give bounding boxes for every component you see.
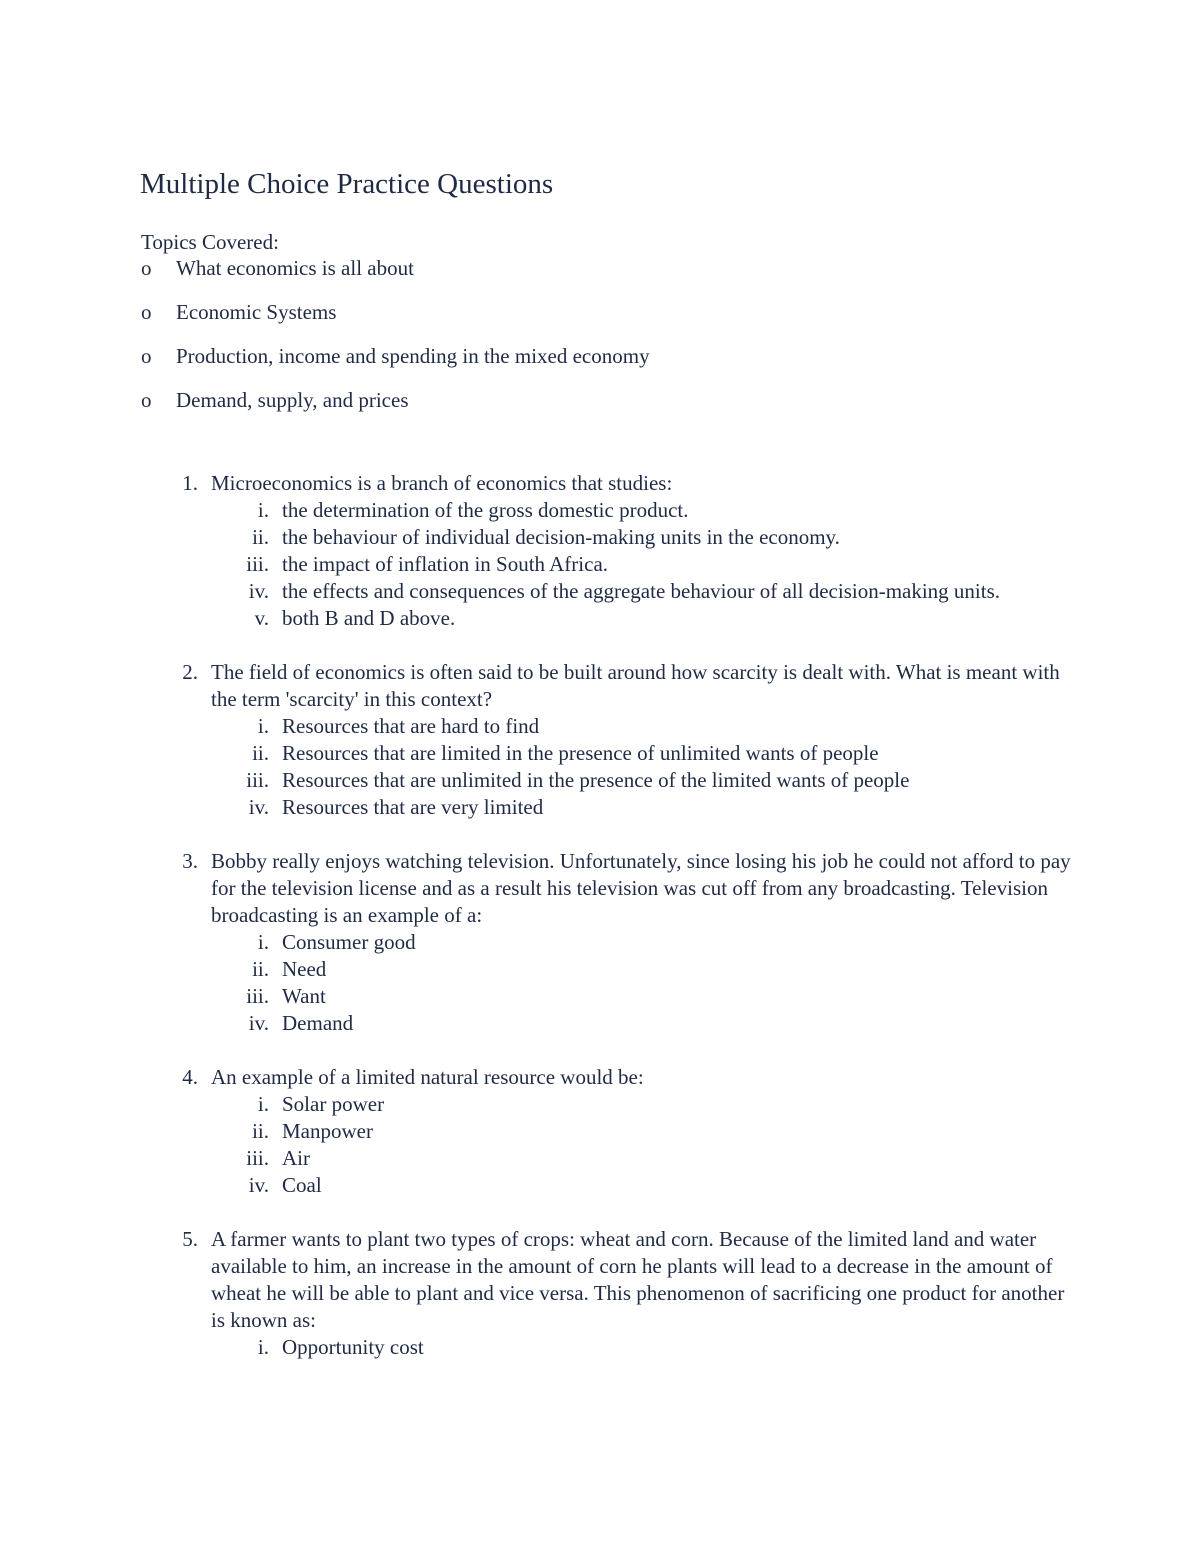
question-number: 5. (182, 1227, 198, 1251)
topic-text: What economics is all about (176, 256, 414, 280)
bullet-icon: o (141, 344, 152, 368)
answer-options (211, 1091, 1070, 1199)
option-text: Need (282, 957, 327, 981)
option-marker: iii. (246, 552, 269, 576)
answer-option (211, 1334, 1070, 1361)
answer-options (211, 929, 1070, 1037)
answer-option (211, 551, 1070, 578)
option-text: Manpower (282, 1119, 373, 1143)
bullet-icon: o (141, 388, 152, 412)
answer-option (211, 983, 1070, 1010)
option-text: the determination of the gross domestic product. (282, 498, 689, 522)
questions-list (170, 470, 1070, 1388)
option-text: Solar power (282, 1092, 385, 1116)
option-text: Coal (282, 1173, 322, 1197)
question-text: The field of economics is often said to be built around how scarcity is dealt with. What is meant with the term 'scarcity' in this context? (211, 660, 1060, 711)
topic-text: Economic Systems (176, 300, 337, 324)
topics-heading: Topics Covered: (141, 230, 279, 254)
option-text: the behaviour of individual decision-making units in the economy. (282, 525, 840, 549)
option-text: the impact of inflation in South Africa. (282, 552, 609, 576)
answer-option (211, 1145, 1070, 1172)
answer-option (211, 1010, 1070, 1037)
option-marker: iv. (248, 1173, 269, 1197)
question-text: Bobby really enjoys watching television. Unfortunately, since losing his job he could not afford to pay for the television license and as a result his television was cut off from any broadcasting. Television broadcasting is an example of a: (211, 849, 1071, 927)
question-number: 1. (182, 471, 198, 495)
option-text: Demand (282, 1011, 354, 1035)
option-text: Resources that are limited in the presence of unlimited wants of people (282, 741, 879, 765)
bullet-icon: o (141, 256, 152, 280)
answer-option (211, 794, 1070, 821)
option-marker: iii. (246, 768, 269, 792)
question-number: 2. (182, 660, 198, 684)
option-marker: i. (257, 498, 269, 522)
answer-option (211, 578, 1070, 605)
option-text: Opportunity cost (282, 1335, 424, 1359)
option-marker: i. (257, 930, 269, 954)
option-marker: iv. (248, 579, 269, 603)
option-marker: i. (257, 1335, 269, 1359)
question-item (170, 470, 1070, 632)
option-marker: i. (257, 714, 269, 738)
option-text: Air (282, 1146, 310, 1170)
option-marker: ii. (252, 741, 269, 765)
question-number: 4. (182, 1065, 198, 1089)
answer-option (211, 740, 1070, 767)
answer-options (211, 1334, 1070, 1361)
answer-option (211, 524, 1070, 551)
option-marker: iii. (246, 1146, 269, 1170)
answer-option (211, 1172, 1070, 1199)
question-text: An example of a limited natural resource would be: (211, 1065, 644, 1089)
option-marker: ii. (252, 957, 269, 981)
option-text: the effects and consequences of the aggregate behaviour of all decision-making units. (282, 579, 1001, 603)
topic-text: Demand, supply, and prices (176, 388, 409, 412)
question-item (170, 1226, 1070, 1361)
question-item (170, 659, 1070, 821)
bullet-icon: o (141, 300, 152, 324)
option-text: Resources that are very limited (282, 795, 544, 819)
option-marker: iv. (248, 795, 269, 819)
answer-option (211, 497, 1070, 524)
question-text: A farmer wants to plant two types of crops: wheat and corn. Because of the limited land and water available to him, an increase in the amount of corn he plants will lead to a decrease in the amount of wheat he will be able to plant and vice versa. This phenomenon of sacrificing one product for another is known as: (211, 1227, 1065, 1332)
answer-option (211, 1091, 1070, 1118)
option-marker: v. (254, 606, 269, 630)
answer-option (211, 929, 1070, 956)
question-item (170, 848, 1070, 1037)
option-marker: i. (257, 1092, 269, 1116)
question-text: Microeconomics is a branch of economics that studies: (211, 471, 673, 495)
option-text: Resources that are unlimited in the presence of the limited wants of people (282, 768, 910, 792)
answer-options (211, 713, 1070, 821)
answer-option (211, 713, 1070, 740)
option-marker: ii. (252, 1119, 269, 1143)
topic-text: Production, income and spending in the mixed economy (176, 344, 650, 368)
option-text: Resources that are hard to find (282, 714, 540, 738)
page-title: Multiple Choice Practice Questions (140, 168, 554, 200)
question-number: 3. (182, 849, 198, 873)
option-marker: iii. (246, 984, 269, 1008)
option-text: both B and D above. (282, 606, 456, 630)
option-marker: ii. (252, 525, 269, 549)
answer-option (211, 767, 1070, 794)
answer-option (211, 956, 1070, 983)
question-item (170, 1064, 1070, 1199)
option-text: Consumer good (282, 930, 416, 954)
option-marker: iv. (248, 1011, 269, 1035)
answer-option (211, 1118, 1070, 1145)
answer-options (211, 497, 1070, 632)
option-text: Want (282, 984, 326, 1008)
answer-option (211, 605, 1070, 632)
